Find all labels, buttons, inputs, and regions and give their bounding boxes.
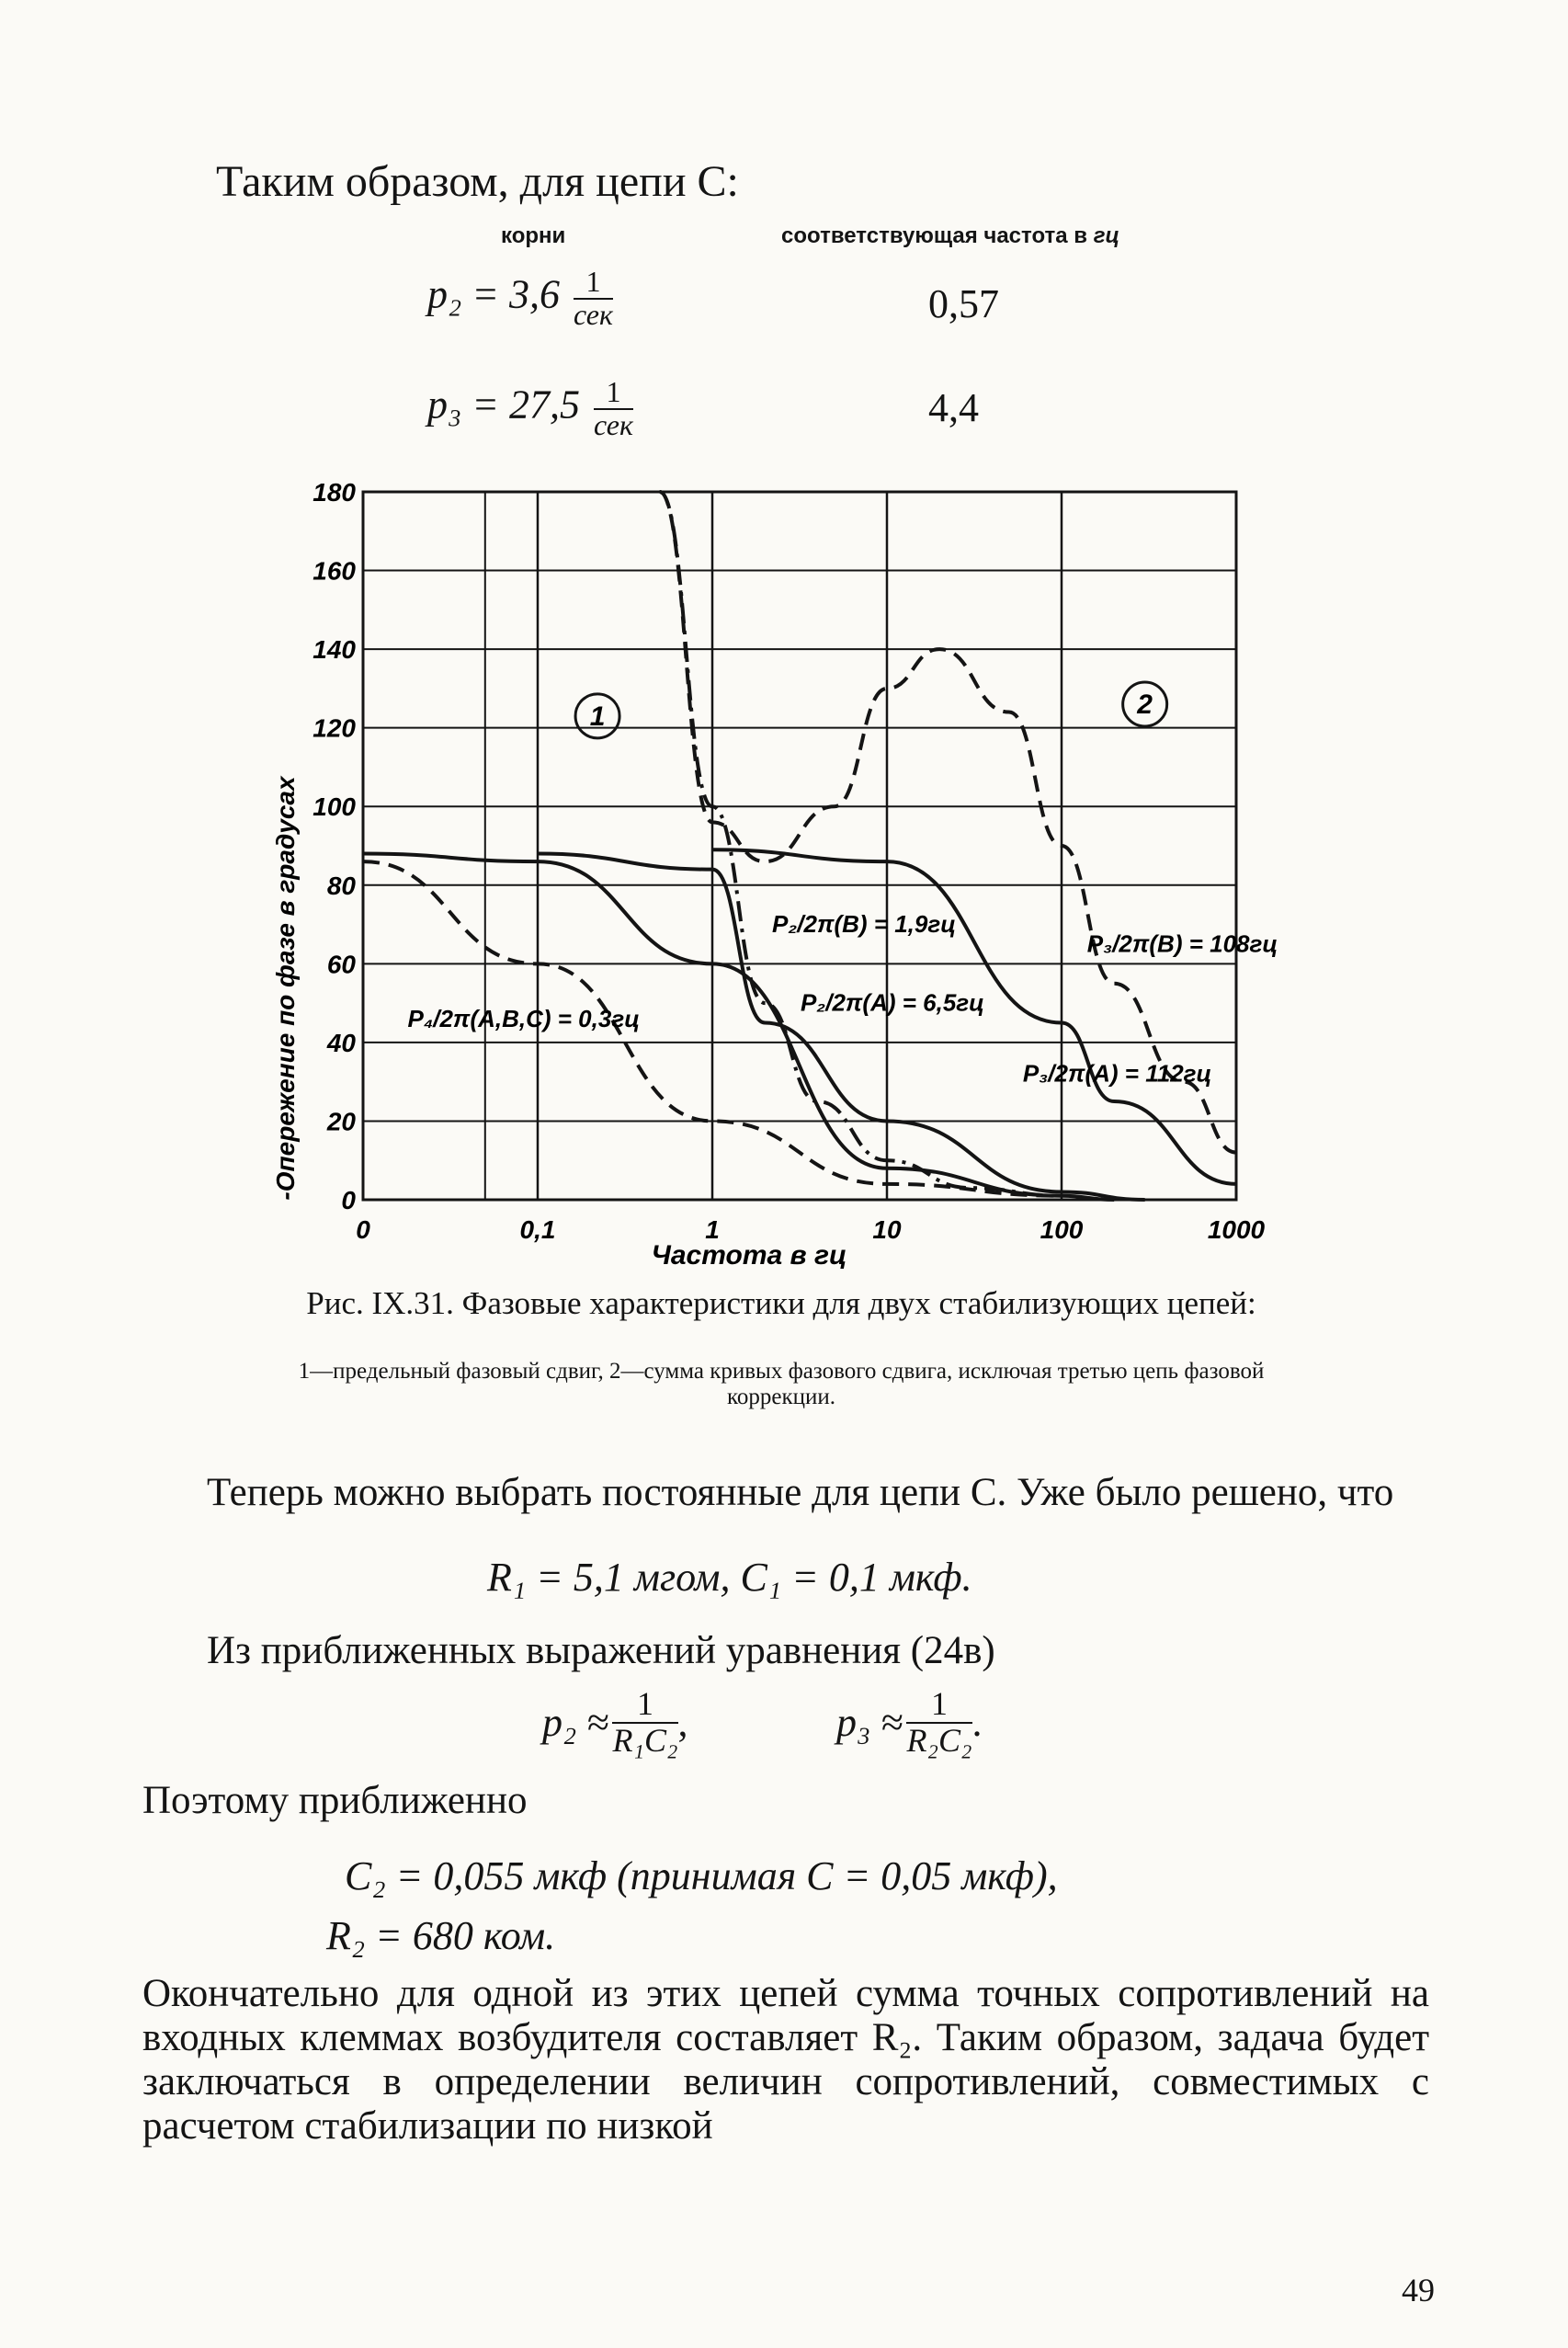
- y-tick-label: 120: [312, 713, 356, 743]
- curve-2: [660, 492, 1236, 1153]
- table-header-roots: корни: [501, 223, 566, 248]
- figure-caption-title: Рис. IX.31. Фазовые характеристики для двух стабилизующих цепей:: [306, 1285, 1256, 1321]
- x-tick-label: 0,1: [519, 1215, 556, 1244]
- paragraph-4: Окончательно для одной из этих цепей сумма точных сопротивлений на входных клеммах возбудителя составляет R₂. Таким образом, задача будет заключаться в определении величин сопротивлений, совместимых с расчетом стабилизации по низкой: [142, 1972, 1429, 2148]
- annotation-label: P₂/2π(B) = 1,9гц: [772, 910, 957, 939]
- root-row-p3-frequency: 4,4: [928, 385, 979, 430]
- x-tick-label: 1000: [1207, 1215, 1266, 1244]
- annotation-label: P₄/2π(A,B,C) = 0,3гц: [407, 1004, 640, 1032]
- root-row-p2: p₂ = 3,6 $\frac{1}{\text{сек}}$: [427, 265, 613, 331]
- y-tick-label: 20: [326, 1107, 356, 1136]
- phase-chart: [257, 478, 1314, 1269]
- legend-label: 1: [589, 701, 606, 732]
- y-tick-label: 40: [326, 1028, 356, 1057]
- equation-p2: p₂ ≈ $\frac{1}{\text{R₁C₂}}$ ,: [542, 1685, 688, 1759]
- paragraph-3: Поэтому приближенно: [142, 1779, 528, 1822]
- figure-caption-note: 1—предельный фазовый сдвиг, 2—сумма кривых фазового сдвига, исключая третью цепь фазовой коррекции.: [298, 1359, 1265, 1409]
- page-number: 49: [1402, 2272, 1435, 2308]
- paragraph-1: Теперь можно выбрать постоянные для цепи C. Уже было решено, что: [207, 1471, 1394, 1514]
- y-tick-label: 60: [326, 950, 356, 979]
- y-tick-label: 100: [312, 792, 356, 822]
- root-row-p2-frequency: 0,57: [928, 281, 999, 326]
- chart-ticks: [312, 478, 1265, 1244]
- y-tick-label: 80: [326, 871, 356, 900]
- annotation-label: P₃/2π(A) = 112гц: [1022, 1059, 1212, 1088]
- y-tick-label: 160: [312, 556, 356, 586]
- y-tick-label: 0: [341, 1186, 356, 1214]
- x-tick-label: 10: [872, 1215, 902, 1244]
- annotation-label: P₃/2π(B) = 108гц: [1086, 929, 1278, 958]
- chart-grid: [363, 492, 1236, 1200]
- paragraph-2: Из приближенных выражений уравнения (24в): [207, 1629, 995, 1672]
- curve-1: [660, 492, 1062, 1196]
- plot-frame: [363, 492, 1236, 1200]
- x-tick-label: 1: [705, 1215, 720, 1244]
- curve-solid-C: [712, 849, 1236, 1184]
- x-tick-label: 100: [1040, 1215, 1084, 1244]
- equation-p3: p₃ ≈ $\frac{1}{\text{R₂C₂}}$ .: [836, 1685, 983, 1759]
- y-tick-label: 180: [312, 478, 356, 507]
- chart-curves: [363, 492, 1236, 1200]
- root-row-p3: p₃ = 27,5 $\frac{1}{\text{сек}}$: [427, 375, 633, 441]
- annotation-label: P₂/2π(A) = 6,5гц: [800, 988, 984, 1017]
- equation-r1-c1: R₁ = 5,1 мгом, C₁ = 0,1 мкф.: [487, 1555, 972, 1600]
- y-tick-label: 140: [312, 635, 356, 665]
- equation-c2: C₂ = 0,055 мкф (принимая C = 0,05 мкф),: [345, 1853, 1058, 1898]
- table-header-frequency: соответствующая частота в гц: [781, 223, 1120, 248]
- y-axis-label: -Опережение по фазе в градусах: [271, 776, 300, 1201]
- x-axis-label: Частота в гц: [651, 1240, 847, 1269]
- intro-text: Таким образом, для цепи C:: [216, 157, 739, 206]
- x-tick-label: 0: [356, 1215, 370, 1244]
- equation-r2: R₂ = 680 ком.: [326, 1913, 556, 1958]
- legend-label: 2: [1137, 690, 1153, 720]
